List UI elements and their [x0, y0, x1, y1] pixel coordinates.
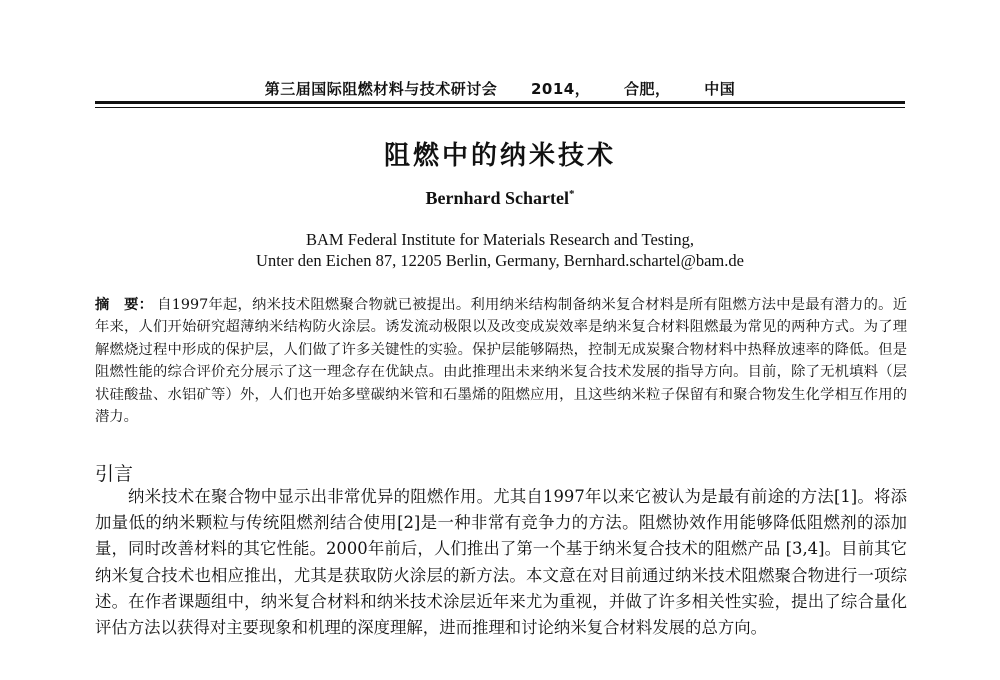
header-year: 2014，: [531, 80, 591, 98]
header-conference: 第三届国际阻燃材料与技术研讨会: [264, 80, 498, 98]
header-country: 中国: [704, 80, 736, 98]
affiliation-line-1: BAM Federal Institute for Materials Research and Testing,: [305, 230, 695, 249]
affiliation-line-2: Unter den Eichen 87, 12205 Berlin, Germany, Bernhard.schartel@bam.de: [256, 251, 744, 270]
header-rule-thick: [95, 101, 905, 104]
paper-title: 阻燃中的纳米技术: [383, 141, 616, 171]
author-mark: *: [569, 188, 575, 200]
abstract: [95, 294, 907, 428]
header-rule-thin: [95, 107, 905, 108]
header-city: 合肥，: [623, 80, 671, 98]
abstract-text: 自1997年起，纳米技术阻燃聚合物就已被提出。利用纳米结构制备纳米复合材料是所有阻燃方法中是最有潜力的。近年来，人们开始研究超薄纳米结构防火涂层。诱发流动极限以及改变成炭效率是纳米复合材料阻燃最为常见的两种方式。为了理解燃烧过程中形成的保护层，人们做了许多关键性的实验。保护层能够隔热，控制无成炭聚合物材料中热释放速率的降低。但是阻燃性能的综合评价充分展示了这一理念存在优缺点。由此推理出未来纳米复合技术发展的指导方向。目前，除了无机填料（层状硅酸盐、水铝矿等）外，人们也开始多壁碳纳米管和石墨烯的阻燃应用，且这些纳米粒子保留有和聚合物发生化学相互作用的潜力。: [95, 297, 907, 426]
introduction-paragraph: 纳米技术在聚合物中显示出非常优异的阻燃作用。尤其自1997年以来它被认为是最有前途的方法[1]。将添加量低的纳米颗粒与传统阻燃剂结合使用[2]是一种非常有竞争力的方法。阻燃协效作用能够降低阻燃剂的添加量，同时改善材料的其它性能。2000年前后，人们推出了第一个基于纳米复合技术的阻燃产品 [3,4]。目前其它纳米复合技术也相应推出，尤其是获取防火涂层的新方法。本文意在对目前通过纳米技术阻燃聚合物进行一项综述。在作者课题组中，纳米复合材料和纳米技术涂层近年来尤为重视，并做了许多相关性实验，提出了综合量化评估方法以获得对主要现象和机理的深度理解，进而推理和讨论纳米复合材料发展的总方向。: [95, 487, 907, 638]
running-header: [95, 78, 905, 99]
section-heading-introduction: 引言: [95, 463, 134, 485]
affiliation: [0, 229, 1000, 271]
abstract-label: 摘 要：: [95, 297, 154, 313]
author: [0, 188, 1000, 209]
author-name: Bernhard Schartel: [425, 188, 569, 208]
